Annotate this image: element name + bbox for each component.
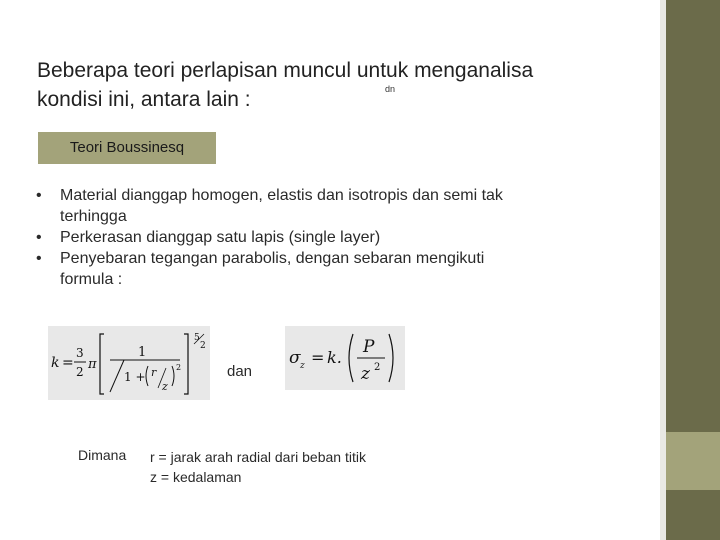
formula-pi: π [88, 357, 97, 372]
bullet-item [36, 227, 596, 248]
note-dn: dn [385, 84, 396, 94]
where-line-r: r = jarak arah radial dari beban titik [150, 449, 366, 465]
bullet-text-cont: formula : [60, 271, 123, 288]
title-line-2: kondisi ini, antara lain : [37, 88, 251, 111]
formula-eq: = [62, 355, 74, 371]
formula2-z: z [361, 364, 370, 384]
where-label: Dimana [78, 447, 127, 463]
bullet-dot: • [36, 250, 42, 267]
formula-den-2: 2 [76, 365, 84, 379]
formula2-eq: = [311, 348, 325, 367]
sidebar-band-bottom [666, 490, 720, 540]
formula2-exp: 2 [374, 362, 381, 373]
where-line-z: z = kedalaman [150, 469, 242, 485]
bullet-text-cont: terhingga [60, 208, 127, 225]
bullet-list [36, 185, 596, 290]
slide-title [37, 56, 597, 114]
formula-k-symbol: k [51, 355, 60, 371]
bullet-item [36, 185, 596, 227]
formula-inner-exp: 2 [176, 363, 182, 372]
formula-sigma-sub: z [300, 361, 305, 371]
connector-dan: dan [227, 363, 253, 380]
formula2-P: P [363, 337, 375, 357]
bullet-dot: • [36, 187, 42, 204]
sidebar-band-accent [666, 432, 720, 490]
where-definitions [150, 447, 366, 487]
bullet-dot: • [36, 229, 42, 246]
formula-z: z [162, 380, 168, 393]
formula-one: 1 [138, 345, 147, 360]
formula-exp-num: 5 [194, 333, 200, 343]
formula-sigma-symbol: σ [289, 348, 301, 368]
title-line-1: Beberapa teori perlapisan muncul untuk menganalisa [37, 59, 534, 82]
bullet-text: Penyebaran tegangan parabolis, dengan sebaran mengikuti [60, 250, 485, 267]
formula-r: r [151, 366, 157, 379]
bullet-item [36, 248, 596, 290]
formula-num-3: 3 [76, 346, 84, 360]
formula-sigma [285, 326, 405, 390]
formula2-k: k. [327, 348, 342, 367]
bullet-text: Perkerasan dianggap satu lapis (single layer) [60, 229, 381, 246]
sidebar-band-top [666, 0, 720, 432]
formula-k [48, 326, 210, 400]
section-label: Teori Boussinesq [38, 132, 216, 164]
formula-exp-den: 2 [200, 341, 206, 351]
formula-one-plus: 1 + [124, 370, 146, 384]
bullet-text: Material dianggap homogen, elastis dan isotropis dan semi tak [60, 187, 503, 204]
